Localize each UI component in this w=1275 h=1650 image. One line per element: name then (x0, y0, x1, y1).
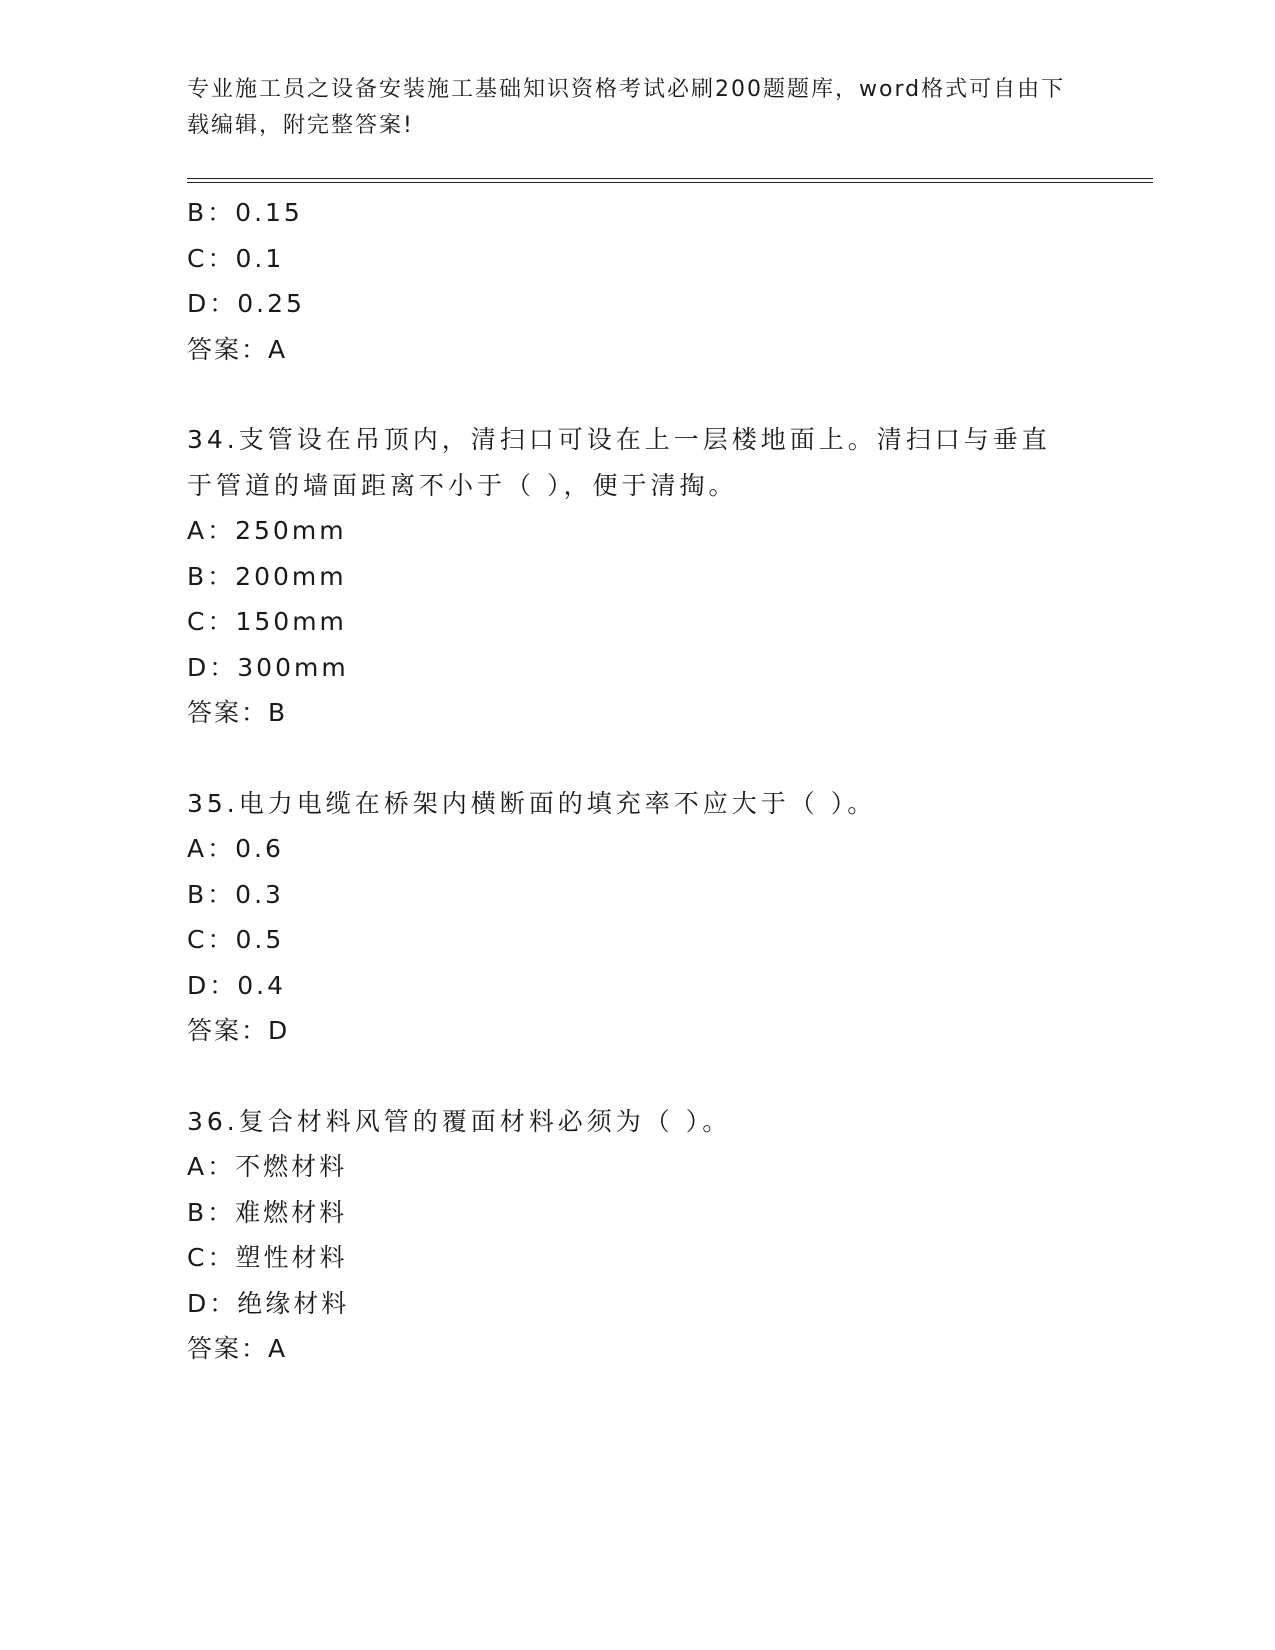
option-item: C：0.1 (187, 243, 285, 273)
answer-line: 答案：B (187, 698, 288, 727)
answer-line: 答案：D (187, 1016, 290, 1045)
option-item: D：绝缘材料 (187, 1288, 350, 1318)
document-header (187, 72, 1067, 144)
question-block-continued (187, 190, 1087, 372)
question-block (187, 1099, 1087, 1372)
option-item: C：0.5 (187, 925, 285, 954)
document-title: 专业施工员之设备安装施工基础知识资格考试必刷200题题库，word格式可自由下载编辑，附完整答案! (187, 77, 1066, 138)
question-list (187, 190, 1087, 1372)
option-item: A：250mm (187, 516, 347, 545)
question-block (187, 417, 1087, 736)
option-item: C：塑性材料 (187, 1243, 348, 1272)
option-item: D：0.25 (187, 289, 305, 318)
answer-line: 答案：A (187, 334, 288, 364)
question-stem: 34.支管设在吊顶内，清扫口可设在上一层楼地面上。清扫口与垂直于管道的墙面距离不小于（ ），便于清掏。 (187, 425, 1051, 500)
header-divider (187, 178, 1153, 183)
option-item: B：0.15 (187, 198, 303, 227)
question-stem: 35.电力电缆在桥架内横断面的填充率不应大于（ ）。 (187, 788, 877, 818)
option-item: A：0.6 (187, 834, 284, 863)
option-item: D：300mm (187, 652, 349, 682)
option-item: A：不燃材料 (187, 1152, 348, 1181)
option-item: B：200mm (187, 561, 347, 591)
question-stem: 36.复合材料风管的覆面材料必须为（ ）。 (187, 1106, 732, 1136)
option-item: B：难燃材料 (187, 1197, 348, 1227)
option-item: B：0.3 (187, 879, 284, 909)
option-item: C：150mm (187, 607, 347, 636)
question-block (187, 781, 1087, 1054)
option-item: D：0.4 (187, 970, 287, 1000)
answer-line: 答案：A (187, 1334, 288, 1363)
